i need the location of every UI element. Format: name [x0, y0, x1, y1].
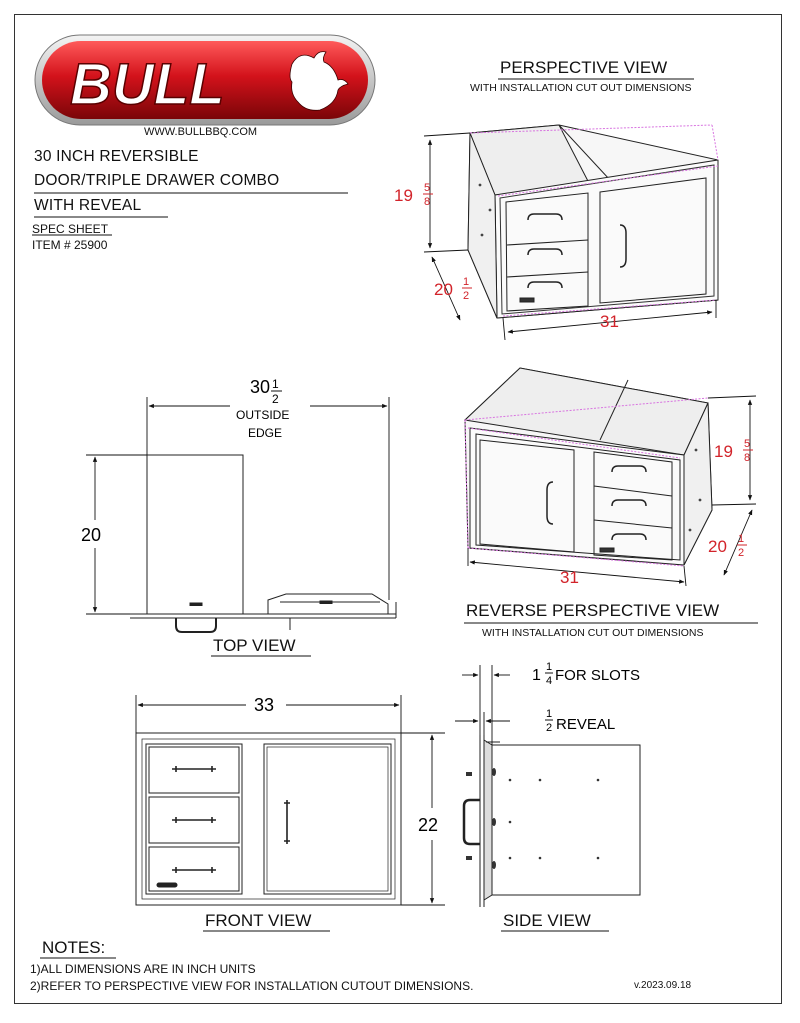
side-view-dimension-lines: [455, 665, 510, 745]
top-width-whole: 30: [250, 377, 271, 397]
top-width-note-2: EDGE: [248, 426, 283, 440]
slots-whole: 1: [532, 667, 541, 684]
slots-num: 1: [546, 661, 553, 673]
top-view-title: TOP VIEW: [213, 636, 296, 655]
perspective-view-title: PERSPECTIVE VIEW: [500, 58, 668, 77]
persp-height-whole: 19: [394, 186, 413, 205]
persp-width: 31: [600, 312, 619, 331]
reverse-view-title: REVERSE PERSPECTIVE VIEW: [466, 601, 720, 620]
note-1: 1)ALL DIMENSIONS ARE IN INCH UNITS: [30, 962, 256, 976]
top-width-den: 2: [272, 392, 279, 406]
top-view-dimension-lines: [86, 397, 389, 614]
persp-height-den: 8: [424, 196, 431, 208]
side-view-drawing: [464, 735, 640, 907]
front-view-dimension-lines: [136, 695, 445, 905]
rev-depth-whole: 20: [708, 537, 727, 556]
rev-depth-den: 2: [738, 547, 745, 559]
reveal-label: REVEAL: [556, 716, 616, 733]
notes-heading: NOTES:: [42, 938, 106, 957]
slots-label: FOR SLOTS: [555, 667, 641, 684]
front-width: 33: [254, 695, 275, 715]
reveal-num: 1: [546, 708, 553, 720]
front-view-title: FRONT VIEW: [205, 911, 312, 930]
top-width-note-1: OUTSIDE: [236, 408, 290, 422]
doc-type-label: SPEC SHEET: [32, 222, 109, 236]
side-view-title: SIDE VIEW: [503, 911, 591, 930]
persp-depth-whole: 20: [434, 280, 453, 299]
top-depth: 20: [81, 525, 102, 545]
product-title-line-3: WITH REVEAL: [34, 197, 142, 214]
rev-depth-num: 1: [738, 533, 745, 545]
reveal-den: 2: [546, 722, 553, 734]
top-view-drawing: [130, 455, 396, 632]
persp-height-num: 5: [424, 182, 431, 194]
logo-wordmark: BULL: [70, 52, 225, 117]
product-title-line-2: DOOR/TRIPLE DRAWER COMBO: [34, 172, 280, 189]
version-label: v.2023.09.18: [634, 980, 692, 991]
product-title-line-1: 30 INCH REVERSIBLE: [34, 148, 199, 165]
persp-depth-den: 2: [463, 290, 470, 302]
rev-width: 31: [560, 568, 579, 587]
slots-den: 4: [546, 675, 553, 687]
rev-height-whole: 19: [714, 442, 733, 461]
rev-height-den: 8: [744, 452, 751, 464]
top-width-num: 1: [272, 377, 279, 391]
rev-height-num: 5: [744, 438, 751, 450]
perspective-view-drawing: [468, 125, 718, 318]
perspective-view-subtitle: WITH INSTALLATION CUT OUT DIMENSIONS: [470, 82, 692, 94]
reverse-view-drawing: [465, 368, 712, 565]
front-height: 22: [418, 815, 439, 835]
reverse-view-subtitle: WITH INSTALLATION CUT OUT DIMENSIONS: [482, 627, 704, 639]
note-2: 2)REFER TO PERSPECTIVE VIEW FOR INSTALLATION CUTOUT DIMENSIONS.: [30, 979, 474, 993]
website-url[interactable]: WWW.BULLBBQ.COM: [144, 126, 258, 138]
persp-depth-num: 1: [463, 276, 470, 288]
front-view-drawing: [136, 733, 401, 905]
item-number: ITEM # 25900: [32, 238, 108, 252]
